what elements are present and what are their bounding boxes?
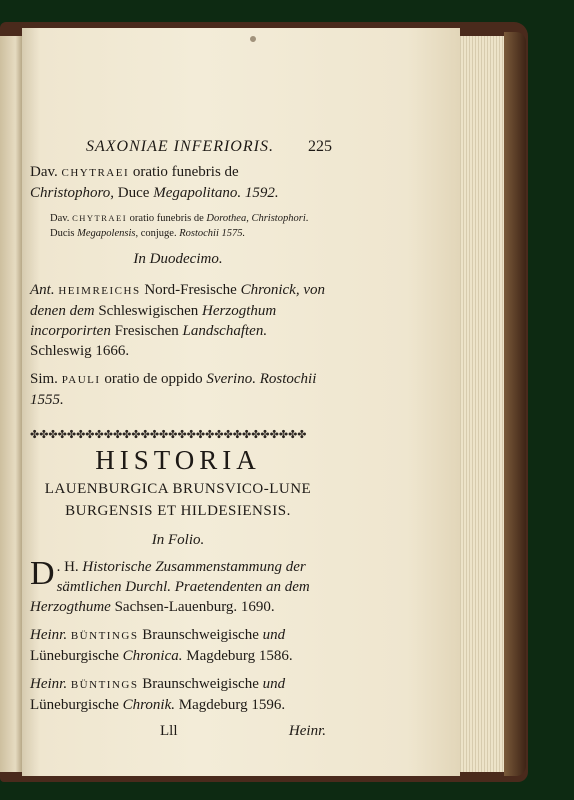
- entry-text: Schleswig 1666.: [30, 343, 130, 359]
- entry-italic: Landschaften.: [182, 323, 268, 339]
- entry-text: Braunschweigische: [138, 676, 263, 692]
- ornament-divider: ✤✤✤✤✤✤✤✤✤✤✤✤✤✤✤✤✤✤✤✤✤✤✤✤✤✤✤✤✤✤: [30, 429, 307, 441]
- entry-chytraei-dorothea: [50, 211, 326, 241]
- entry-italic: Dorothea, Christophori: [206, 213, 306, 224]
- entry-text: oratio funebris de: [129, 164, 239, 180]
- author-prefix: Ant.: [30, 282, 55, 298]
- section-title-historia: HISTORIA: [95, 445, 261, 475]
- entry-text: Magdeburg 1586.: [182, 648, 293, 664]
- entry-chytraei-christophoro: [30, 162, 326, 203]
- entry-text: oratio de oppido: [100, 371, 207, 387]
- entry-italic: Rostochii 1575.: [179, 228, 246, 239]
- page-content: [30, 138, 332, 743]
- entry-italic: und: [262, 627, 286, 643]
- entry-text: Braunschweigische: [138, 627, 263, 643]
- author-prefix: Sim.: [30, 371, 58, 387]
- author-prefix: Dav.: [30, 164, 58, 180]
- entry-heimreichs: [30, 280, 326, 361]
- entry-italic: Historische Zusammenstammung der sämtlichen Durchl. Praetendenten an dem Herzogthume: [30, 559, 310, 615]
- entry-italic: Megapolitano. 1592.: [153, 185, 279, 201]
- entry-text: Magdeburg 1596.: [175, 697, 286, 713]
- author-name: BÜNTINGS: [70, 630, 139, 642]
- author-name: HEIMREICHS: [58, 285, 141, 297]
- signature-mark: Lll: [160, 723, 178, 739]
- entry-text: , Duce: [110, 185, 154, 201]
- entry-text: . Ducis: [50, 213, 309, 239]
- entry-pauli: [30, 369, 326, 410]
- entry-buentings-1586: [30, 625, 326, 666]
- entry-italic: Chronik.: [122, 697, 175, 713]
- entry-text: Lüneburgische: [30, 648, 123, 664]
- page-footer: [30, 723, 326, 743]
- author-name: BÜNTINGS: [70, 679, 139, 691]
- author-prefix: Heinr.: [30, 627, 68, 643]
- page-stack-edges: [460, 36, 504, 772]
- entry-italic: Herzogthum incorporirten: [30, 303, 277, 339]
- entry-text: Lüneburgische: [30, 697, 123, 713]
- author-name: PAULI: [61, 374, 101, 386]
- section-subtitle-line-2: BURGENSIS ET HILDESIENSIS.: [65, 503, 291, 519]
- entry-italic: Chronica.: [122, 648, 183, 664]
- author-name: CHYTRAEI: [61, 167, 130, 179]
- author-prefix: Heinr.: [30, 676, 68, 692]
- author-prefix: Dav.: [50, 213, 70, 224]
- running-header: [30, 138, 332, 162]
- running-title: SAXONIAE INFERIORIS.: [86, 138, 274, 155]
- previous-page-edge: [0, 36, 22, 772]
- page-number: 225: [308, 138, 332, 155]
- entry-text: Nord-Fresische: [140, 282, 241, 298]
- entry-italic: und: [262, 676, 286, 692]
- section-subtitle-line-1: LAUENBURGICA BRUNSVICO-LUNE: [44, 481, 312, 497]
- cover-edge: [504, 32, 526, 776]
- entry-italic: Megapolensis: [77, 228, 136, 239]
- entry-historische-zusammenstammung: [30, 557, 326, 617]
- entry-text: , conjuge.: [135, 228, 180, 239]
- section-heading-folio: In Folio.: [151, 532, 205, 548]
- entry-text: Schleswigischen: [98, 303, 203, 319]
- ink-spot: [250, 36, 256, 42]
- entry-text: Sachsen-Lauenburg. 1690.: [110, 599, 275, 615]
- author-name: CHYTRAEI: [72, 213, 128, 223]
- catchword: Heinr.: [288, 723, 326, 739]
- entry-text: Fresischen: [114, 323, 183, 339]
- entry-text: . H.: [56, 559, 83, 575]
- entry-italic: Chronick, von denen dem: [30, 282, 325, 319]
- drop-capital: D: [30, 555, 55, 592]
- entry-buentings-1596: [30, 674, 326, 715]
- entry-italic: Sverino. Rostochii 1555.: [30, 371, 317, 408]
- entry-text: oratio funebris de: [127, 213, 207, 224]
- entry-italic: Christophoro: [30, 185, 111, 201]
- section-heading-duodecimo: In Duodecimo.: [133, 251, 223, 267]
